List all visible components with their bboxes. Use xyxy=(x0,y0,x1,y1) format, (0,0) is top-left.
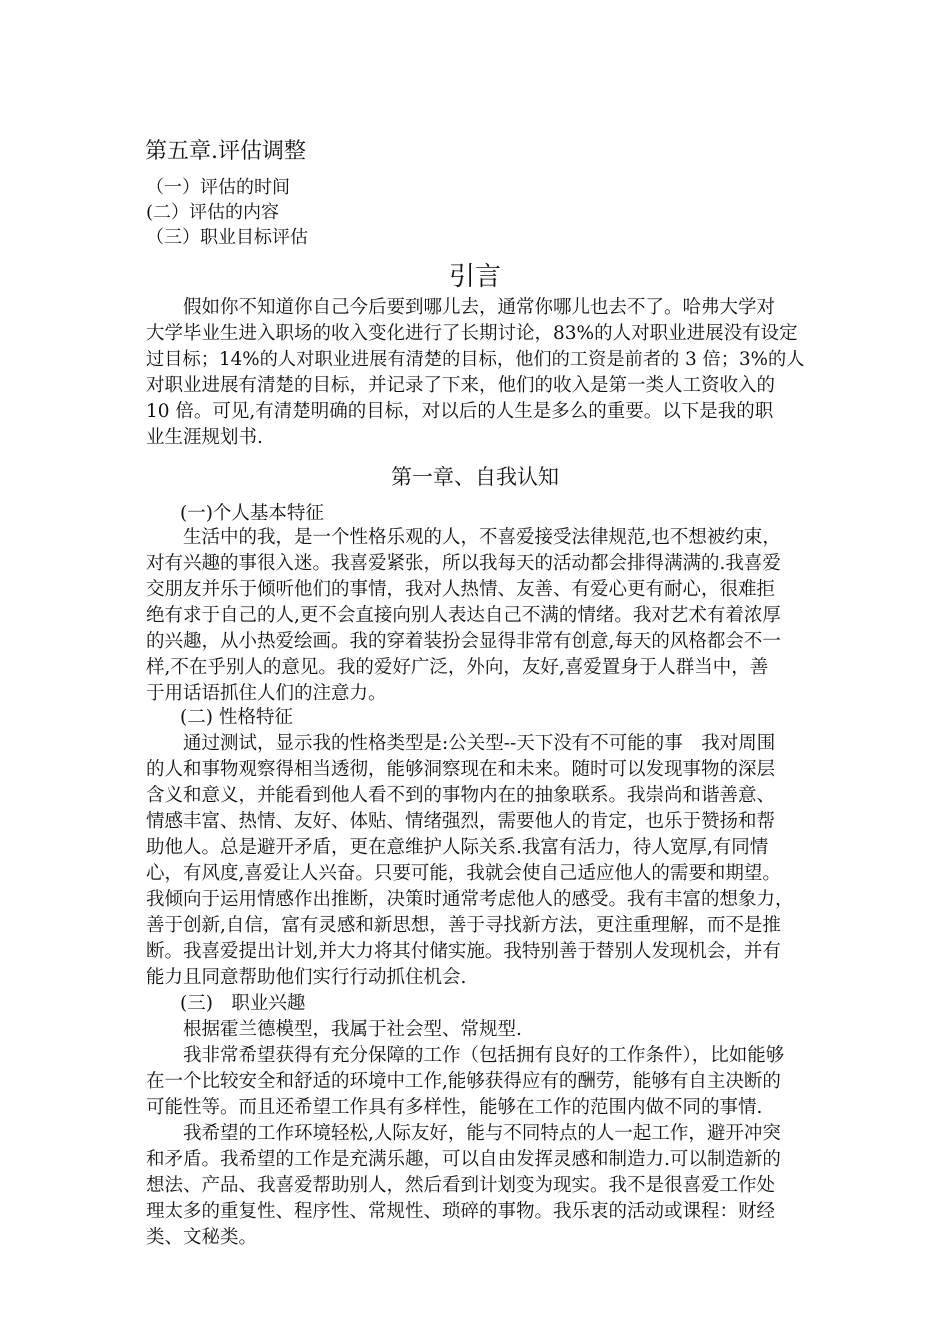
intro-line: 过目标；14%的人对职业进展有清楚的目标，他们的工资是前者的 3 倍；3%的人 xyxy=(146,349,805,370)
toc-item-3: （三）职业目标评估 xyxy=(146,227,308,248)
section1-line: 的兴趣，从小热爱绘画。我的穿着装扮会显得非常有创意,每天的风格都会不一 xyxy=(146,631,781,652)
section3-line: 和矛盾。我希望的工作是充满乐趣，可以自由发挥灵感和制造力.可以制造新的 xyxy=(146,1149,781,1170)
section1-line: 样,不在乎别人的意见。我的爱好广泛，外向，友好,喜爱置身于人群当中，善 xyxy=(146,657,769,678)
section1-line: 生活中的我，是一个性格乐观的人，不喜爱接受法律规范,也不想被约束， xyxy=(183,527,781,548)
section1-title: (一)个人基本特征 xyxy=(180,503,324,524)
section2-line: 善于创新,自信，富有灵感和新思想，善于寻找新方法，更注重理解，而不是推 xyxy=(146,915,781,936)
section3-line: 在一个比较安全和舒适的环境中工作,能够获得应有的酬劳，能够有自主决断的 xyxy=(146,1071,781,1092)
intro-line: 10 倍。可见,有清楚明确的目标，对以后的人生是多么的重要。以下是我的职 xyxy=(146,401,774,422)
section2-line: 我倾向于运用情感作出推断，决策时通常考虑他人的感受。我有丰富的想象力， xyxy=(146,889,794,910)
section3-line: 我希望的工作环境轻松,人际友好，能与不同特点的人一起工作，避开冲突 xyxy=(183,1123,781,1144)
intro-heading: 引言 xyxy=(448,262,501,292)
section2-line: 情感丰富、热情、友好、体贴、情绪强烈，需要他人的肯定，也乐于赞扬和帮 xyxy=(146,811,776,832)
section2-line: 通过测试，显示我的性格类型是:公关型--天下没有不可能的事 我对周围 xyxy=(183,733,776,754)
chapter5-title: 第五章.评估调整 xyxy=(145,139,306,164)
intro-line: 业生涯规划书. xyxy=(146,427,263,448)
section3-line: 根据霍兰德模型，我属于社会型、常规型. xyxy=(183,1019,522,1040)
section1-line: 对有兴趣的事很入迷。我喜爱紧张，所以我每天的活动都会排得满满的.我喜爱 xyxy=(146,553,781,574)
section3-line: 类、文秘类。 xyxy=(146,1227,258,1248)
section2-line: 能力且同意帮助他们实行行动抓住机会. xyxy=(146,967,467,988)
section2-line: 含义和意义，并能看到他人看不到的事物内在的抽象联系。我崇尚和谐善意、 xyxy=(146,785,776,806)
section1-line: 绝有求于自己的人,更不会直接向别人表达自己不满的情绪。我对艺术有着浓厚 xyxy=(146,605,781,626)
section2-line: 助他人。总是避开矛盾，更在意维护人际关系.我富有活力，待人宽厚,有同情 xyxy=(146,837,769,858)
section1-line: 于用话语抓住人们的注意力。 xyxy=(146,683,387,704)
section2-line: 的人和事物观察得相当透彻，能够洞察现在和未来。随时可以发现事物的深层 xyxy=(146,759,776,780)
section3-title: (三) 职业兴趣 xyxy=(180,993,306,1014)
section3-line: 我非常希望获得有充分保障的工作（包括拥有良好的工作条件），比如能够 xyxy=(183,1045,785,1066)
chapter1-heading: 第一章、自我认知 xyxy=(391,465,559,489)
section3-line: 理太多的重复性、程序性、常规性、琐碎的事物。我乐衷的活动或课程：财经 xyxy=(146,1201,776,1222)
section2-line: 心，有风度,喜爱让人兴奋。只要可能，我就会使自己适应他人的需要和期望。 xyxy=(146,863,781,884)
section2-line: 断。我喜爱提出计划,并大力将其付储实施。我特别善于替别人发现机会，并有 xyxy=(146,941,781,962)
intro-line: 大学毕业生进入职场的收入变化进行了长期讨论，83%的人对职业进展没有设定 xyxy=(146,323,798,344)
section2-title: (二) 性格特征 xyxy=(180,707,293,728)
intro-line: 假如你不知道你自己今后要到哪儿去，通常你哪儿也去不了。哈弗大学对 xyxy=(183,297,776,318)
toc-item-1: （一）评估的时间 xyxy=(146,177,290,198)
section3-line: 想法、产品、我喜爱帮助别人，然后看到计划变为现实。我不是很喜爱工作处 xyxy=(146,1175,776,1196)
toc-item-2: (二）评估的内容 xyxy=(146,202,280,223)
section1-line: 交朋友并乐于倾听他们的事情，我对人热情、友善、有爱心更有耐心，很难拒 xyxy=(146,579,776,600)
intro-line: 对职业进展有清楚的目标，并记录了下来，他们的收入是第一类人工资收入的 xyxy=(146,375,776,396)
section3-line: 可能性等。而且还希望工作具有多样性，能够在工作的范围内做不同的事情. xyxy=(146,1097,763,1118)
